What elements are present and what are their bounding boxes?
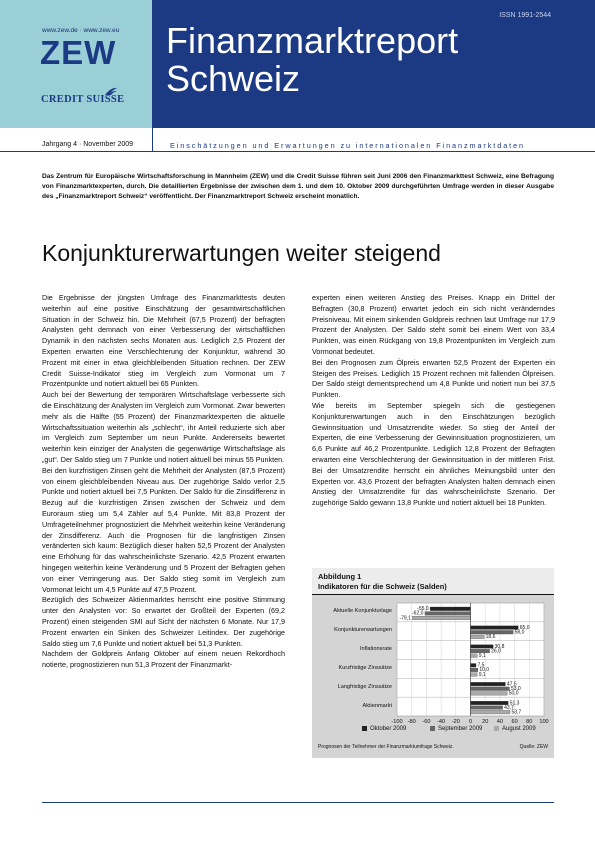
- bar: [471, 635, 485, 639]
- header-divider: [152, 128, 153, 152]
- body-column-left: [42, 293, 285, 671]
- x-tick-label: 80: [526, 719, 533, 725]
- category-label: Langfristige Zinssätze: [337, 683, 392, 690]
- category-label: Aktienmarkt: [362, 702, 392, 709]
- x-tick-label: 40: [496, 719, 504, 725]
- page-subtitle: Einschätzungen und Erwartungen zu internationalen Finanzmarktdaten: [170, 141, 525, 150]
- data-label: 9,1: [478, 671, 486, 678]
- article-headline: Konjunkturerwartungen weiter steigend: [42, 240, 441, 266]
- data-label: 26,0: [491, 648, 501, 655]
- legend-item: [362, 726, 406, 732]
- x-tick-label: 100: [539, 719, 549, 725]
- indicator-bar-chart: [312, 568, 554, 726]
- bar: [471, 706, 503, 710]
- legend-swatch: [494, 726, 499, 731]
- header-rule: [0, 151, 595, 152]
- body-paragraph: Nachdem der Goldpreis Anfang Oktober auf einem neuen Rekordhoch notierte, prognostizieren nun 51,3 Prozent der Finanzmarkt-: [42, 649, 285, 670]
- category-label: Aktuelle Konjunkturlage: [333, 608, 392, 615]
- data-label: 9,1: [478, 652, 486, 659]
- intro-paragraph: Das Zentrum für Europäische Wirtschaftsforschung in Mannheim (ZEW) und die Credit Suisse führen seit Juni 2006 den Finanzmarkttest Schweiz, eine Befragung von Finanzmarktexperten, durch. Die detaillierten Ergebnisse der zwischen dem 1. und dem 10. Oktober 2009 durchgeführten Umfrage werden in dieser Ausgabe des „Finanzmarktreport Schweiz“ veröffentlicht. Der Finanzmarktreport Schweiz erscheint monatlich.: [42, 173, 554, 201]
- body-paragraph: Bezüglich des Schweizer Aktienmarktes herrscht eine positive Stimmung unter den Analysten vor: So erwartet der Großteil der Experten (69,2 Prozent) einen steigenden SMI auf Sicht der nächsten 6 Monate. Nur 17,9 Prozent erwarten ein Sinken des Schweizer Leitindex. Der zugehörige Saldo stieg um 7,6 Punkte und notiert aktuell bei 51,3 Punkten.: [42, 595, 285, 648]
- x-tick-label: 20: [482, 719, 489, 725]
- legend-label: Oktober 2009: [370, 726, 407, 733]
- website-url[interactable]: www.zew.de · www.zew.eu: [42, 27, 120, 34]
- x-tick-label: 60: [511, 719, 518, 725]
- page-title: [166, 22, 458, 98]
- credit-suisse-logo: CREDIT SUISSE: [41, 94, 125, 105]
- bar: [471, 710, 510, 714]
- data-label: -79,1: [399, 615, 411, 622]
- data-label: 65,0: [519, 624, 530, 631]
- body-paragraph: experten einen weiteren Anstieg des Preises. Knapp ein Drittel der Befragten (30,8 Prozent) erwartet jedoch ein sich nicht veränderndes Preisniveau. Mit einem sinkenden Goldpreis rechnen laut Umfrage nur 17,9 Prozent der Analysten. Der Saldo steht somit bei einem Wert von 33,4 Punkten, was einen Rückgang von 19,8 Prozentpunkten im Vergleich zum Vormonat bedeutet.: [312, 293, 555, 356]
- title-line-1: Finanzmarktreport: [166, 20, 459, 61]
- edition-info: Jahrgang 4 · November 2009: [42, 141, 134, 148]
- category-label: Kurzfristige Zinssätze: [338, 664, 392, 671]
- figure-footnote: Prognosen der Teilnehmer der Finanzmarktumfrage Schweiz.: [318, 744, 454, 750]
- body-paragraph: Auch bei der Bewertung der temporären Wirtschaftslage verbesserte sich die Einschätzung der Analysten im Vergleich zum Vormonat. Zwar bewerten mehr als die Hälfte (55 Prozent) der Finanzmarktexperten die aktuelle Wirtschaftssituation weiterhin als „schlecht“, ihr Anteil reduzierte sich aber im Vergleich zum September um neun Punkte. Andererseits bewertet weiterhin kein einziger der Analysten die gegenwärtige Wirtschaftslage als „gut“. Der Saldo stieg um 7 Punkte und notiert aktuell bei minus 55 Punkten.: [42, 390, 285, 464]
- body-paragraph: Bei den Prognosen zum Ölpreis erwarten 52,5 Prozent der Experten ein Steigen des Preises. Lediglich 15 Prozent rechnen mit fallenden Ölpreisen. Der Saldo steigt dementsprechend um 4,8 Punkte und notiert nun bei 37,5 Punkten.: [312, 357, 555, 400]
- figure-title: Indikatoren für die Schweiz (Salden): [318, 582, 447, 591]
- bar: [471, 654, 478, 658]
- data-label: -55,0: [417, 606, 429, 613]
- data-label: 50,0: [508, 690, 519, 697]
- data-label: 43,7: [504, 704, 514, 711]
- data-label: 10,0: [479, 667, 490, 674]
- figure-box: [312, 568, 554, 758]
- legend-label: September 2009: [438, 726, 483, 733]
- body-paragraph: Bei den kurzfristigen Zinsen geht die Mehrheit der Analysten (87,5 Prozent) von einem gleichbleibenden Niveau aus. Der zugehörige Saldo verlor 2,5 Punkte und notiert aktuell bei 7,5 Punkten. Der Saldo für die Zinsdifferenz in Bezug auf die kurzfristigen Zinsen zwischen der Schweiz und dem Euroraum stieg um 5,4 Zähler auf 5,4 Punkte. Mit 83,8 Prozent der Umfrageteilnehmer prognostiziert die Mehrheit weiterhin keine Veränderung der Zinsdifferenz. Auch die Prognosen für die langfristigen Zinsen veränderten sich kaum: Bezüglich dieser halten 52,5 Prozent der Analysten eine Erhöhung für das wahrscheinlichste Szenario. 42,5 Prozent erwarten hingegen weiterhin keine Veränderung und 5 Prozent der Befragten gehen von einer Verringerung aus. Der Saldo stieg somit im Vergleich zum Vormonat leicht um 4,5 Punkte auf 47,5 Prozent.: [42, 465, 285, 594]
- bar: [471, 668, 478, 672]
- bar: [471, 664, 477, 668]
- body-paragraph: Die Ergebnisse der jüngsten Umfrage des Finanzmarkttests deuten weiterhin auf eine positive Einschätzung der gesamtwirtschaftlichen Situation in der Schweiz hin. Die Mehrheit (67,5 Prozent) der befragten Analysten geht demnach von einer Verbesserung der wirtschaftlichen Dynamik in den nächsten sechs Monaten aus. Lediglich 2,5 Prozent der Experten erwarten eine Verschlechterung der Konjunktur, während 30 Prozent mit einer in etwa gleichbleibenden Situation rechnen. Der ZEW Credit Suisse-Indikator stieg im Vergleich zum Vormonat um 7 Prozentpunkte und notiert aktuell bei 65 Punkten.: [42, 293, 285, 389]
- category-label: Inflationsrate: [359, 646, 392, 653]
- bar: [471, 682, 506, 686]
- x-tick-label: 0: [468, 719, 473, 725]
- figure-number: Abbildung 1: [318, 572, 362, 581]
- x-tick-label: -40: [437, 719, 446, 725]
- legend-item: [494, 726, 536, 732]
- legend-item: [430, 726, 482, 732]
- legend-swatch: [430, 726, 435, 731]
- bar: [471, 673, 478, 677]
- issn: ISSN 1991-2544: [499, 12, 551, 19]
- data-label: 51,3: [509, 700, 520, 707]
- data-label: 18,6: [485, 634, 496, 641]
- data-label: 30,8: [494, 643, 505, 650]
- x-tick-label: -20: [451, 719, 460, 725]
- body-column-right: [312, 293, 555, 509]
- data-label: 53,7: [511, 709, 522, 716]
- data-label: 53,0: [510, 686, 521, 693]
- bar: [412, 616, 470, 620]
- legend-label: August 2009: [502, 726, 536, 733]
- data-label: 7,5: [477, 662, 485, 669]
- bar: [471, 687, 510, 691]
- data-label: -62,0: [412, 610, 424, 617]
- bar: [425, 612, 471, 616]
- bar: [471, 645, 494, 649]
- page-bottom-rule: [42, 802, 554, 803]
- x-tick-label: -100: [391, 719, 403, 725]
- bar: [430, 607, 470, 611]
- body-paragraph: Wie bereits im September spiegeln sich die gestiegenen Konjunkturerwartungen auch in den Einschätzungen bezüglich Gewinnsituation und Umsatzrendite wieder. So stieg der Anteil der Experten, die eine Verbesserung der Gewinnsituation prognostizieren, um 6,6 Punkte auf 46,2 Prozentpunkte. Lediglich 12,8 Prozent der Befragten erwarten eine Verschlechterung der Gewinnsituation in der mittleren Frist. Bei der Umsatzrendite herrscht ein ähnliches Meinungsbild unter den Experten vor. 43,6 Prozent der befragten Analysten halten demnach einen Anstieg der Umsatzrendite für das wahrscheinlichste Szenario. Der zugehörige Saldo gewann 13,8 Punkte und notiert aktuell bei 18 Punkten.: [312, 400, 555, 508]
- data-label: 58,0: [514, 629, 525, 636]
- x-tick-label: -60: [422, 719, 431, 725]
- legend-swatch: [362, 726, 367, 731]
- x-tick-label: -80: [407, 719, 416, 725]
- title-line-2: Schweiz: [166, 58, 301, 99]
- category-label: Konjunkturerwartungen: [334, 627, 392, 634]
- bar: [471, 626, 519, 630]
- data-label: 47,5: [506, 681, 517, 688]
- bar: [471, 701, 509, 705]
- bar: [471, 692, 508, 696]
- zew-logo: ZEW: [40, 34, 117, 71]
- figure-source: Quelle: ZEW: [519, 744, 548, 750]
